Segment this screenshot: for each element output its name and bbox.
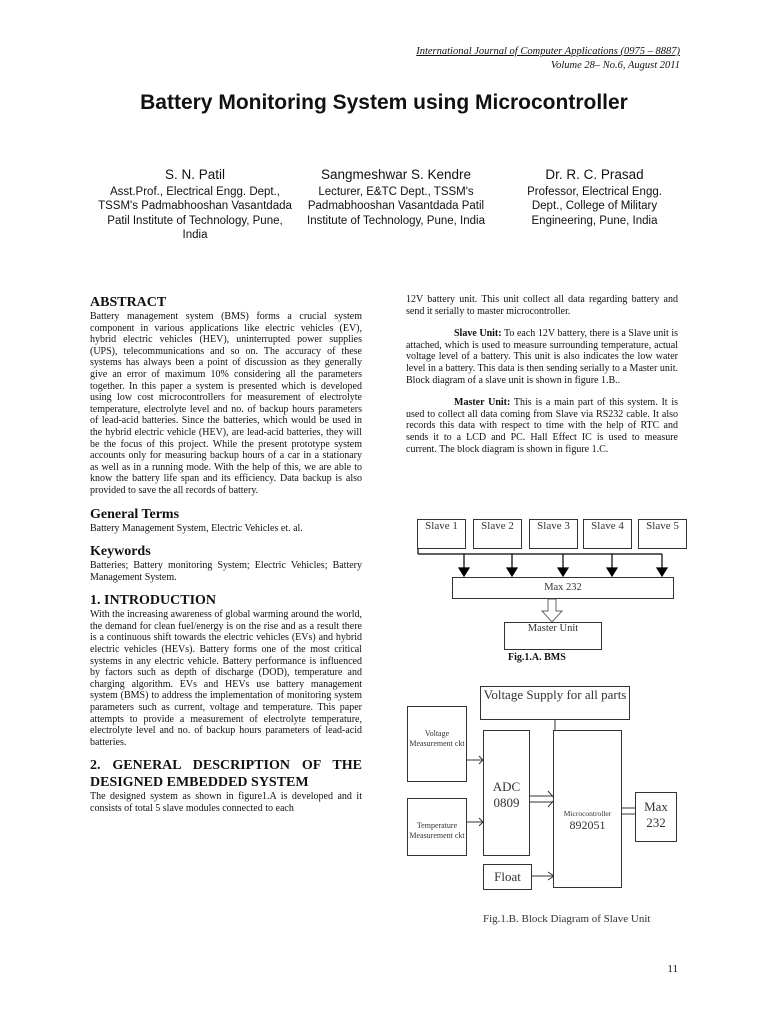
figure-1b-slave-unit — [405, 680, 695, 930]
microcontroller-box — [553, 730, 622, 888]
master-unit-box: Master Unit — [504, 622, 602, 650]
left-column — [90, 294, 362, 815]
slave-unit-text: To each 12V battery, there is a Slave unit is attached, which is used to measure surrounding temperature, actual voltage level of a battery. This unit is also indicates the low water level in a battery. This data is then sending serially to a Master unit. Block diagram of a slave unit is shown in figure 1.B.. — [406, 328, 678, 386]
keywords-text: Batteries; Battery monitoring System; Electric Vehicles; Battery Management System. — [90, 560, 362, 583]
general-terms-text: Battery Management System, Electric Vehicles et. al. — [90, 522, 303, 534]
keywords-heading: Keywords — [90, 544, 151, 560]
slave-unit-label: Slave Unit: — [454, 328, 502, 340]
abstract-text: Battery management system (BMS) forms a crucial system component in various applications like electric vehicles (EV), hybrid electric vehicles (HEV), uninterrupted power supplies (UPS), telecommunications and so on. The accuracy of these systems has always been a point of discussion as they generally give an error of maximum 10% considering all the parameters together. In this paper a system is presented which is developed using low cost microcontrollers for measurement of electrolyte temperature, electrolyte level and no. of backup hours parameters of lead-acid batteries. Since the batteries, which would be used in the hybrid electric vehicle (HEV), are lead-acid batteries, they will be the focus of this project. While the present prototype system accounts only for measuring backup hours of a car in a stationary as well as in a running mode. With the help of this, we are able to know the battery life span and its efficiency. Data backup is also provided to save the all records of battery. — [90, 311, 362, 496]
slave-box-3: Slave 3 — [529, 519, 578, 549]
voltage-supply-box: Voltage Supply for all parts — [480, 686, 630, 720]
slave-box-1: Slave 1 — [417, 519, 466, 549]
voltage-measurement-box: Voltage Measurement ckt — [407, 706, 467, 782]
slave-box-2: Slave 2 — [473, 519, 522, 549]
author-name: Dr. R. C. Prasad — [545, 167, 644, 182]
figure-1a-bms — [400, 510, 690, 670]
page-number: 11 — [667, 963, 678, 975]
float-box: Float — [483, 864, 532, 890]
author-1 — [95, 168, 295, 243]
general-terms-heading: General Terms — [90, 506, 180, 522]
microcontroller-label: Microcontroller — [563, 809, 612, 818]
author-affiliation: Professor, Electrical Engg. Dept., College of Military Engineering, Pune, India — [527, 185, 662, 227]
master-unit-text: This is a main part of this system. It is used to collect all data coming from Slave via RS232 cable. It also records this data with respect to time with the help of RTC and sends it to a LCD and PC. Hall Effect IC is used to measure current. The block diagram is shown in figure 1.C. — [406, 397, 678, 455]
adc-box: ADC 0809 — [483, 730, 530, 856]
slave-box-5: Slave 5 — [638, 519, 687, 549]
slave-box-4: Slave 4 — [583, 519, 632, 549]
section2-heading: 2. GENERAL DESCRIPTION OF THE DESIGNED EMBEDDED SYSTEM — [90, 758, 362, 791]
journal-header: International Journal of Computer Applications (0975 – 8887) — [416, 46, 680, 57]
volume-header: Volume 28– No.6, August 2011 — [550, 60, 680, 71]
author-3 — [512, 168, 677, 228]
max232-box: Max 232 — [635, 792, 677, 842]
author-affiliation: Asst.Prof., Electrical Engg. Dept., TSSM's Padmabhooshan Vasantdada Patil Institute of Technology, Pune, India — [98, 185, 292, 241]
microcontroller-part: 892051 — [569, 818, 606, 832]
section2-text: The designed system as shown in figure1.A is developed and it consists of total 5 slave modules connected to each — [90, 791, 362, 814]
paper-title: Battery Monitoring System using Microcontroller — [140, 91, 628, 114]
author-affiliation: Lecturer, E&TC Dept., TSSM's Padmabhooshan Vasantdada Patil Institute of Technology, Pune, India — [307, 185, 485, 227]
author-name: Sangmeshwar S. Kendre — [320, 167, 472, 182]
max232-box: Max 232 — [452, 577, 674, 599]
master-unit-paragraph — [406, 397, 678, 455]
figure-1a-caption: Fig.1.A. BMS — [508, 652, 566, 663]
temperature-measurement-box: Temperature Measurement ckt — [407, 798, 467, 856]
right-column — [406, 294, 678, 455]
introduction-text: With the increasing awareness of global warming around the world, the demand for clean fuel/energy is on the rise and as a result there is a continuous shift towards the electric vehicles (EVs) and hybrid electric vehicles (HEVs). Battery forms one of the most critical systems in any electric vehicle. Battery performance is influenced by factors such as depth of discharge (DOD), temperature and charging algorithm. EVs and HEVs use battery management system (BMS) to address the implementation of monitoring system parameters such as current, voltage and temperature. This paper attempts to provide a measurement of electrolyte temperature, electrolyte level and no. of backup hours parameters of lead-acid batteries. — [90, 609, 362, 748]
author-name: S. N. Patil — [164, 167, 226, 182]
author-2 — [296, 168, 496, 228]
figure-1b-caption: Fig.1.B. Block Diagram of Slave Unit — [483, 913, 651, 925]
master-unit-label: Master Unit: — [454, 397, 511, 409]
continued-text: 12V battery unit. This unit collect all data regarding battery and send it serially to master microcontroller. — [406, 294, 678, 317]
abstract-heading: ABSTRACT — [90, 295, 167, 310]
introduction-heading: 1. INTRODUCTION — [90, 593, 217, 609]
slave-unit-paragraph — [406, 328, 678, 386]
